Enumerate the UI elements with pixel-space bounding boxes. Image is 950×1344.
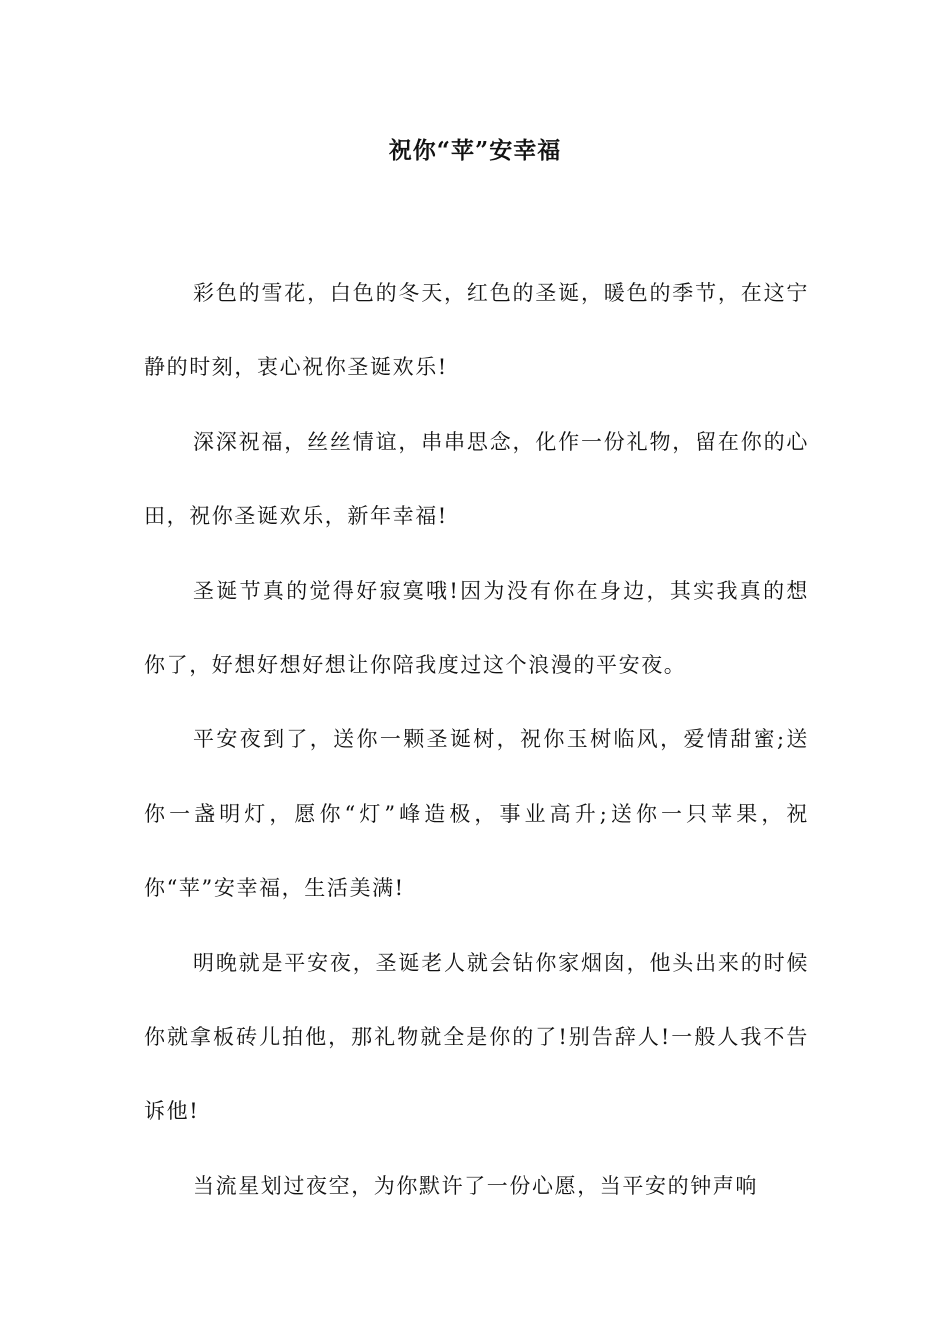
paragraph-2: 深深祝福，丝丝情谊，串串思念，化作一份礼物，留在你的心田，祝你圣诞欢乐，新年幸福! [144, 429, 809, 529]
document-body [144, 256, 809, 1223]
paragraph-3: 圣诞节真的觉得好寂寞哦!因为没有你在身边，其实我真的想你了，好想好想好想让你陪我度过这个浪漫的平安夜。 [144, 578, 809, 678]
document-title: 祝你“苹”安幸福 [388, 137, 562, 164]
paragraph-4: 平安夜到了，送你一颗圣诞树，祝你玉树临风，爱情甜蜜;送你一盏明灯，愿你“灯”峰造极，事业高升;送你一只苹果，祝你“苹”安幸福，生活美满! [144, 727, 809, 901]
paragraph-6: 当流星划过夜空，为你默许了一份心愿，当平安的钟声响 [193, 1173, 758, 1198]
paragraph-5: 明晚就是平安夜，圣诞老人就会钻你家烟囱，他头出来的时候你就拿板砖儿拍他，那礼物就全是你的了!别告辞人!一般人我不告诉他! [144, 950, 809, 1124]
paragraph-1: 彩色的雪花，白色的冬天，红色的圣诞，暖色的季节，在这宁静的时刻，衷心祝你圣诞欢乐! [144, 281, 809, 380]
